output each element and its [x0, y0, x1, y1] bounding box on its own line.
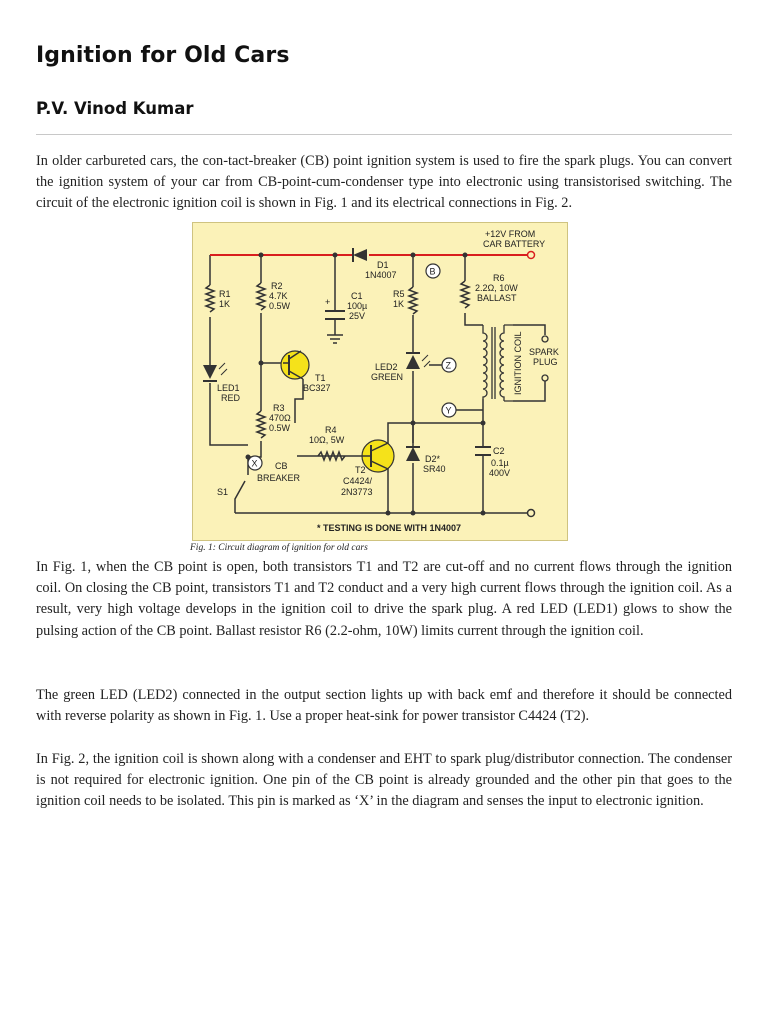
r1-value-label: 1K — [219, 299, 231, 309]
d1-diode — [353, 248, 367, 262]
spark-plug-label-1: SPARK — [529, 347, 559, 357]
t2-part-label-2: 2N3773 — [341, 487, 373, 497]
t1-transistor — [281, 351, 309, 379]
circuit-diagram — [193, 223, 567, 540]
paragraph-intro: In older carbureted cars, the con-tact-breaker (CB) point ignition system is used to fire the spark plugs. You can convert the ignition system of your car from CB-point-cum-condenser type into electronic using transistorised switching. The circuit of the electronic ignition coil is shown in Fig. 1 and its electrical connections in Fig. 2. — [36, 153, 732, 212]
led1-label-1: LED1 — [217, 383, 240, 393]
r5-resistor — [409, 287, 417, 314]
figure-caption: Fig. 1: Circuit diagram of ignition for old cars — [190, 543, 368, 553]
cb-label-2: BREAKER — [257, 473, 301, 483]
t2-part-label-1: C4424/ — [343, 476, 373, 486]
r6-value-label: 2.2Ω, 10W — [475, 283, 518, 293]
testing-note: * TESTING IS DONE WITH 1N4007 — [317, 523, 462, 533]
r6-label: R6 — [493, 273, 505, 283]
c2-value-label: 0.1µ — [491, 458, 509, 468]
c1-plus-label: + — [325, 297, 331, 307]
c1-label: C1 — [351, 291, 363, 301]
ignition-coil — [483, 325, 513, 401]
r2-value-label: 4.7K — [269, 291, 288, 301]
supply-label-1: +12V FROM — [485, 229, 536, 239]
c1-value-label: 100µ — [347, 301, 368, 311]
article-author: P.V. Vinod Kumar — [36, 99, 194, 118]
c2-label: C2 — [493, 446, 505, 456]
d2-label: D2* — [425, 454, 441, 464]
circuit-diagram-figure — [192, 222, 568, 541]
node-z-label: Z — [445, 360, 451, 371]
d2-part-label: SR40 — [423, 464, 446, 474]
c1-voltage-label: 25V — [349, 311, 366, 321]
node-b-label: B — [429, 266, 436, 277]
c2-voltage-label: 400V — [489, 468, 511, 478]
spark-plug-label-2: PLUG — [533, 357, 558, 367]
d1-part-label: 1N4007 — [365, 270, 397, 280]
paragraph-green-led: The green LED (LED2) connected in the output section lights up with back emf and therefore it should be connected with reverse polarity as shown in Fig. 1. Use a proper heat-sink for power transistor C4424 (T2). — [36, 687, 732, 725]
article-title: Ignition for Old Cars — [36, 43, 290, 68]
r4-value-label: 10Ω, 5W — [309, 435, 345, 445]
r5-value-label: 1K — [393, 299, 405, 309]
t2-label: T2 — [355, 465, 366, 475]
led2-green — [406, 353, 430, 369]
ignition-coil-label: IGNITION COIL — [513, 331, 523, 395]
d2-diode — [406, 447, 420, 461]
t1-part-label: BC327 — [303, 383, 331, 393]
r4-label: R4 — [325, 425, 337, 435]
r2-label: R2 — [271, 281, 283, 291]
supply-terminal — [528, 252, 535, 259]
r2-power-label: 0.5W — [269, 301, 291, 311]
node-x-label: X — [251, 458, 258, 469]
r3-value-label: 470Ω — [269, 413, 291, 423]
node-y-label: Y — [445, 405, 452, 416]
r3-resistor — [257, 411, 265, 438]
spark-plug-terminal-top — [542, 336, 548, 342]
c2-capacitor — [475, 447, 491, 455]
s1-label: S1 — [217, 487, 229, 497]
r3-label: R3 — [273, 403, 285, 413]
resistors — [206, 281, 469, 460]
r1-label: R1 — [219, 289, 231, 299]
r6-resistor — [461, 281, 469, 308]
led2-label-1: LED2 — [375, 362, 398, 372]
led1-label-2: RED — [221, 393, 241, 403]
r5-label: R5 — [393, 289, 405, 299]
paragraph-operation: In Fig. 1, when the CB point is open, both transistors T1 and T2 are cut-off and no current flows through the ignition coil. On closing the CB point, transistors T1 and T2 conduct and a very high current flows through the ignition coil. As a result, very high voltage develops in the ignition coil to drive the spark plug. A red LED (LED1) glows to show the pulsing action of the CB point. Ballast resistor R6 (2.2-ohm, 10W) limits current through the ignition coil. — [36, 559, 732, 639]
t1-label: T1 — [315, 373, 326, 383]
spark-plug-terminal-bottom — [542, 375, 548, 381]
r6-desc-label: BALLAST — [477, 293, 517, 303]
led1-red — [203, 363, 227, 381]
r4-resistor — [318, 452, 345, 460]
r2-resistor — [257, 283, 265, 310]
cb-label-1: CB — [275, 461, 288, 471]
title-divider — [36, 134, 732, 135]
r1-resistor — [206, 285, 214, 312]
d1-label: D1 — [377, 260, 389, 270]
ground-terminal — [528, 510, 535, 517]
paragraph-fig2: In Fig. 2, the ignition coil is shown along with a condenser and EHT to spark plug/distributor connection. The condenser is not required for electronic ignition. One pin of the CB point is already grounded and the other pin that goes to the ignition coil needs to be isolated. This pin is marked as ‘X’ in the diagram and senses the input to electronic ignition. — [36, 751, 732, 810]
led2-label-2: GREEN — [371, 372, 404, 382]
r3-power-label: 0.5W — [269, 423, 291, 433]
supply-label-2: CAR BATTERY — [483, 239, 546, 249]
